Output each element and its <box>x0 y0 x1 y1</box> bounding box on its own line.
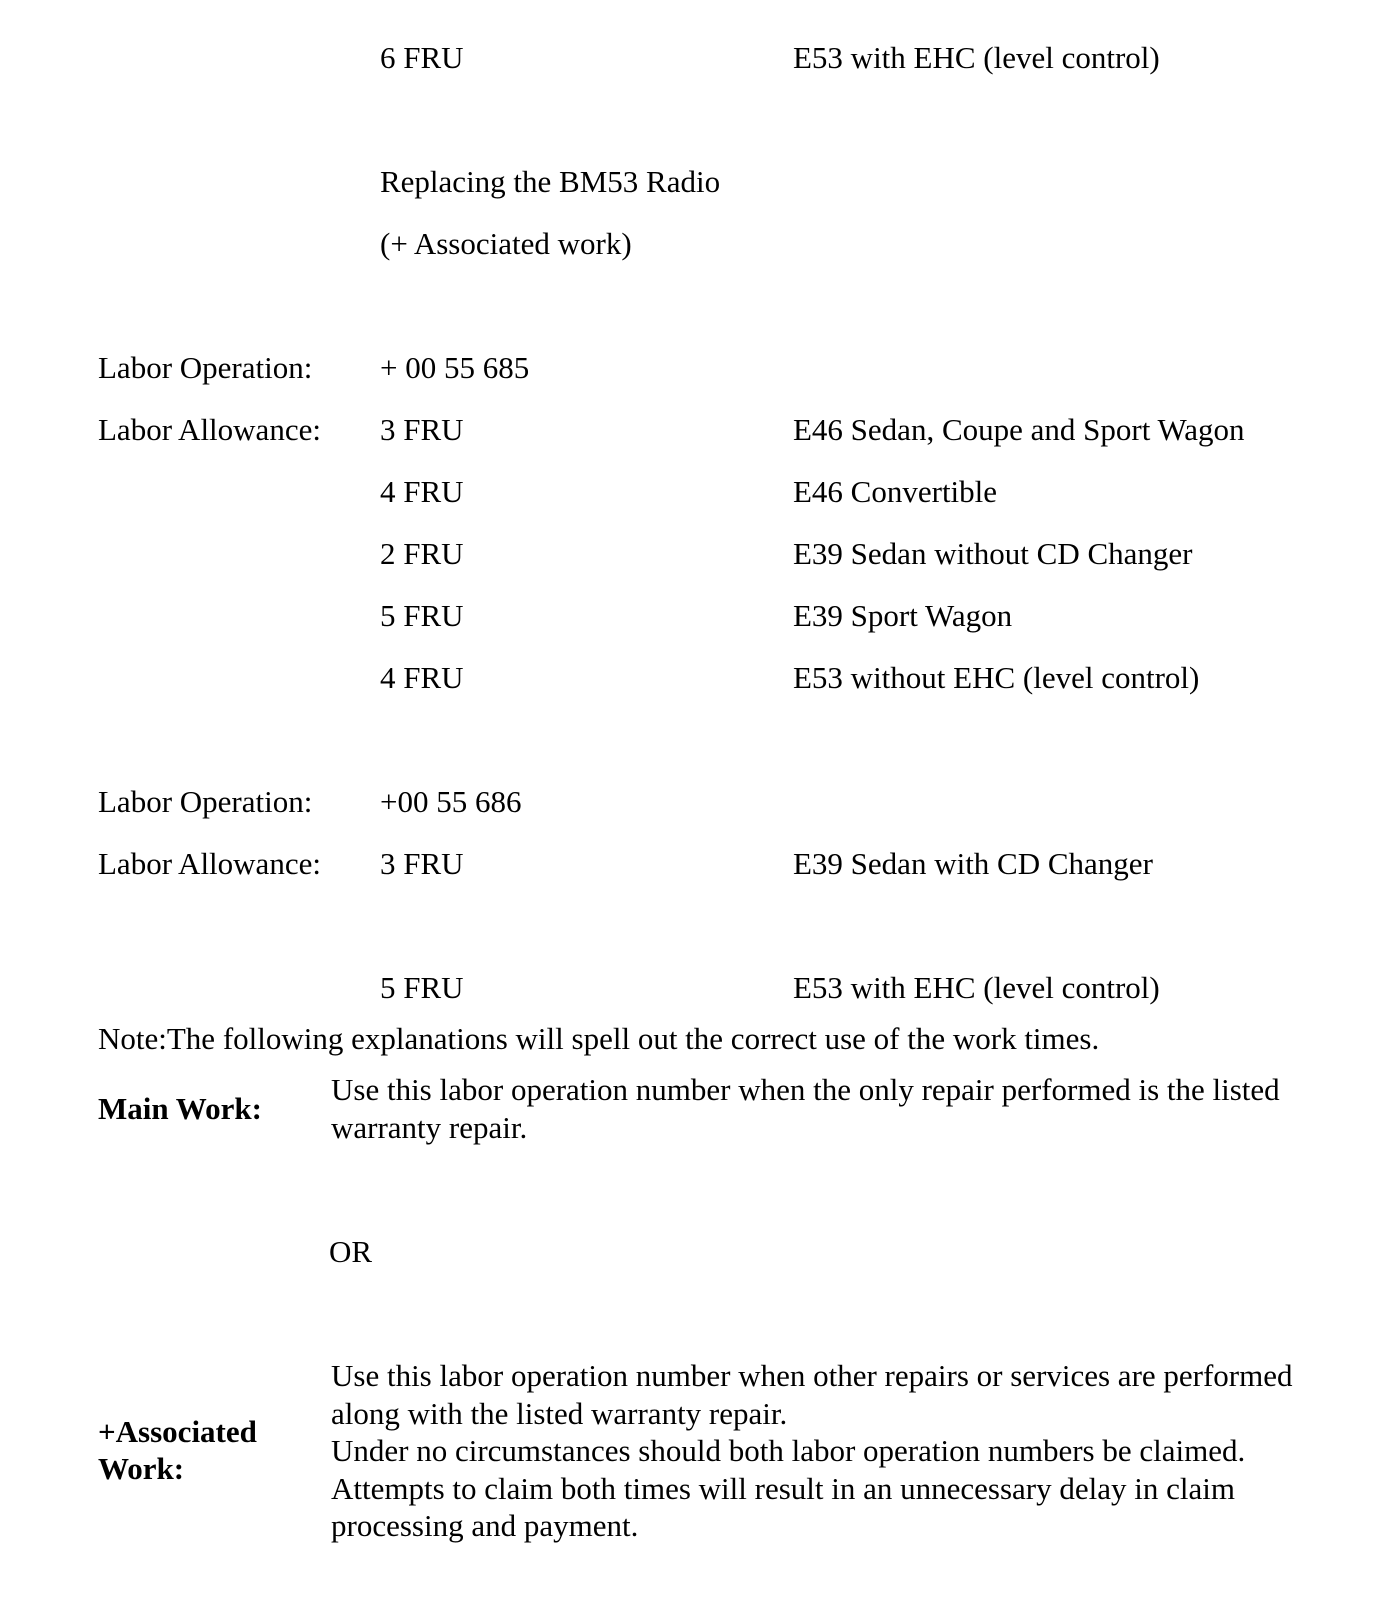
allowance-model: E46 Convertible <box>793 474 998 509</box>
allowance-fru: 4 FRU <box>380 474 464 509</box>
allowance-fru: 5 FRU <box>380 970 464 1005</box>
allowance-fru: 5 FRU <box>380 598 464 633</box>
allowance-model: E39 Sedan without CD Changer <box>793 536 1193 571</box>
labor-operation-label: Labor Operation: <box>98 784 313 819</box>
labor-operation-label: Labor Operation: <box>98 350 313 385</box>
top-model-value: E53 with EHC (level control) <box>793 40 1160 75</box>
labor-allowance-label: Labor Allowance: <box>98 846 321 881</box>
associated-work-label-line1: +Associated <box>98 1414 257 1449</box>
associated-work-label-line2: Work: <box>98 1451 185 1486</box>
allowance-model: E39 Sport Wagon <box>793 598 1013 633</box>
note-text: Note:The following explanations will spell out the correct use of the work times. <box>98 1021 1100 1056</box>
section-title: Replacing the BM53 Radio <box>380 164 721 199</box>
allowance-fru: 3 FRU <box>380 846 464 881</box>
allowance-model: E46 Sedan, Coupe and Sport Wagon <box>793 412 1245 447</box>
allowance-fru: 3 FRU <box>380 412 464 447</box>
associated-work-description: Use this labor operation number when other repairs or services are performed along with the listed warranty repair. <box>331 1358 1293 1431</box>
associated-work-warning: Under no circumstances should both labor operation numbers be claimed. Attempts to claim both times will result in an unnecessary delay in claim processing and payment. <box>331 1433 1246 1543</box>
main-work-description: Use this labor operation number when the only repair performed is the listed warranty repair. <box>331 1072 1280 1145</box>
or-separator: OR <box>329 1234 373 1269</box>
allowance-model: E53 without EHC (level control) <box>793 660 1200 695</box>
section-subtitle: (+ Associated work) <box>380 226 632 261</box>
allowance-model: E39 Sedan with CD Changer <box>793 846 1153 881</box>
allowance-fru: 2 FRU <box>380 536 464 571</box>
labor-allowance-label: Labor Allowance: <box>98 412 321 447</box>
allowance-fru: 4 FRU <box>380 660 464 695</box>
main-work-label: Main Work: <box>98 1091 262 1126</box>
labor-operation-number: + 00 55 685 <box>380 350 530 385</box>
labor-operation-number: +00 55 686 <box>380 784 522 819</box>
top-fru-value: 6 FRU <box>380 40 464 75</box>
allowance-model: E53 with EHC (level control) <box>793 970 1160 1005</box>
